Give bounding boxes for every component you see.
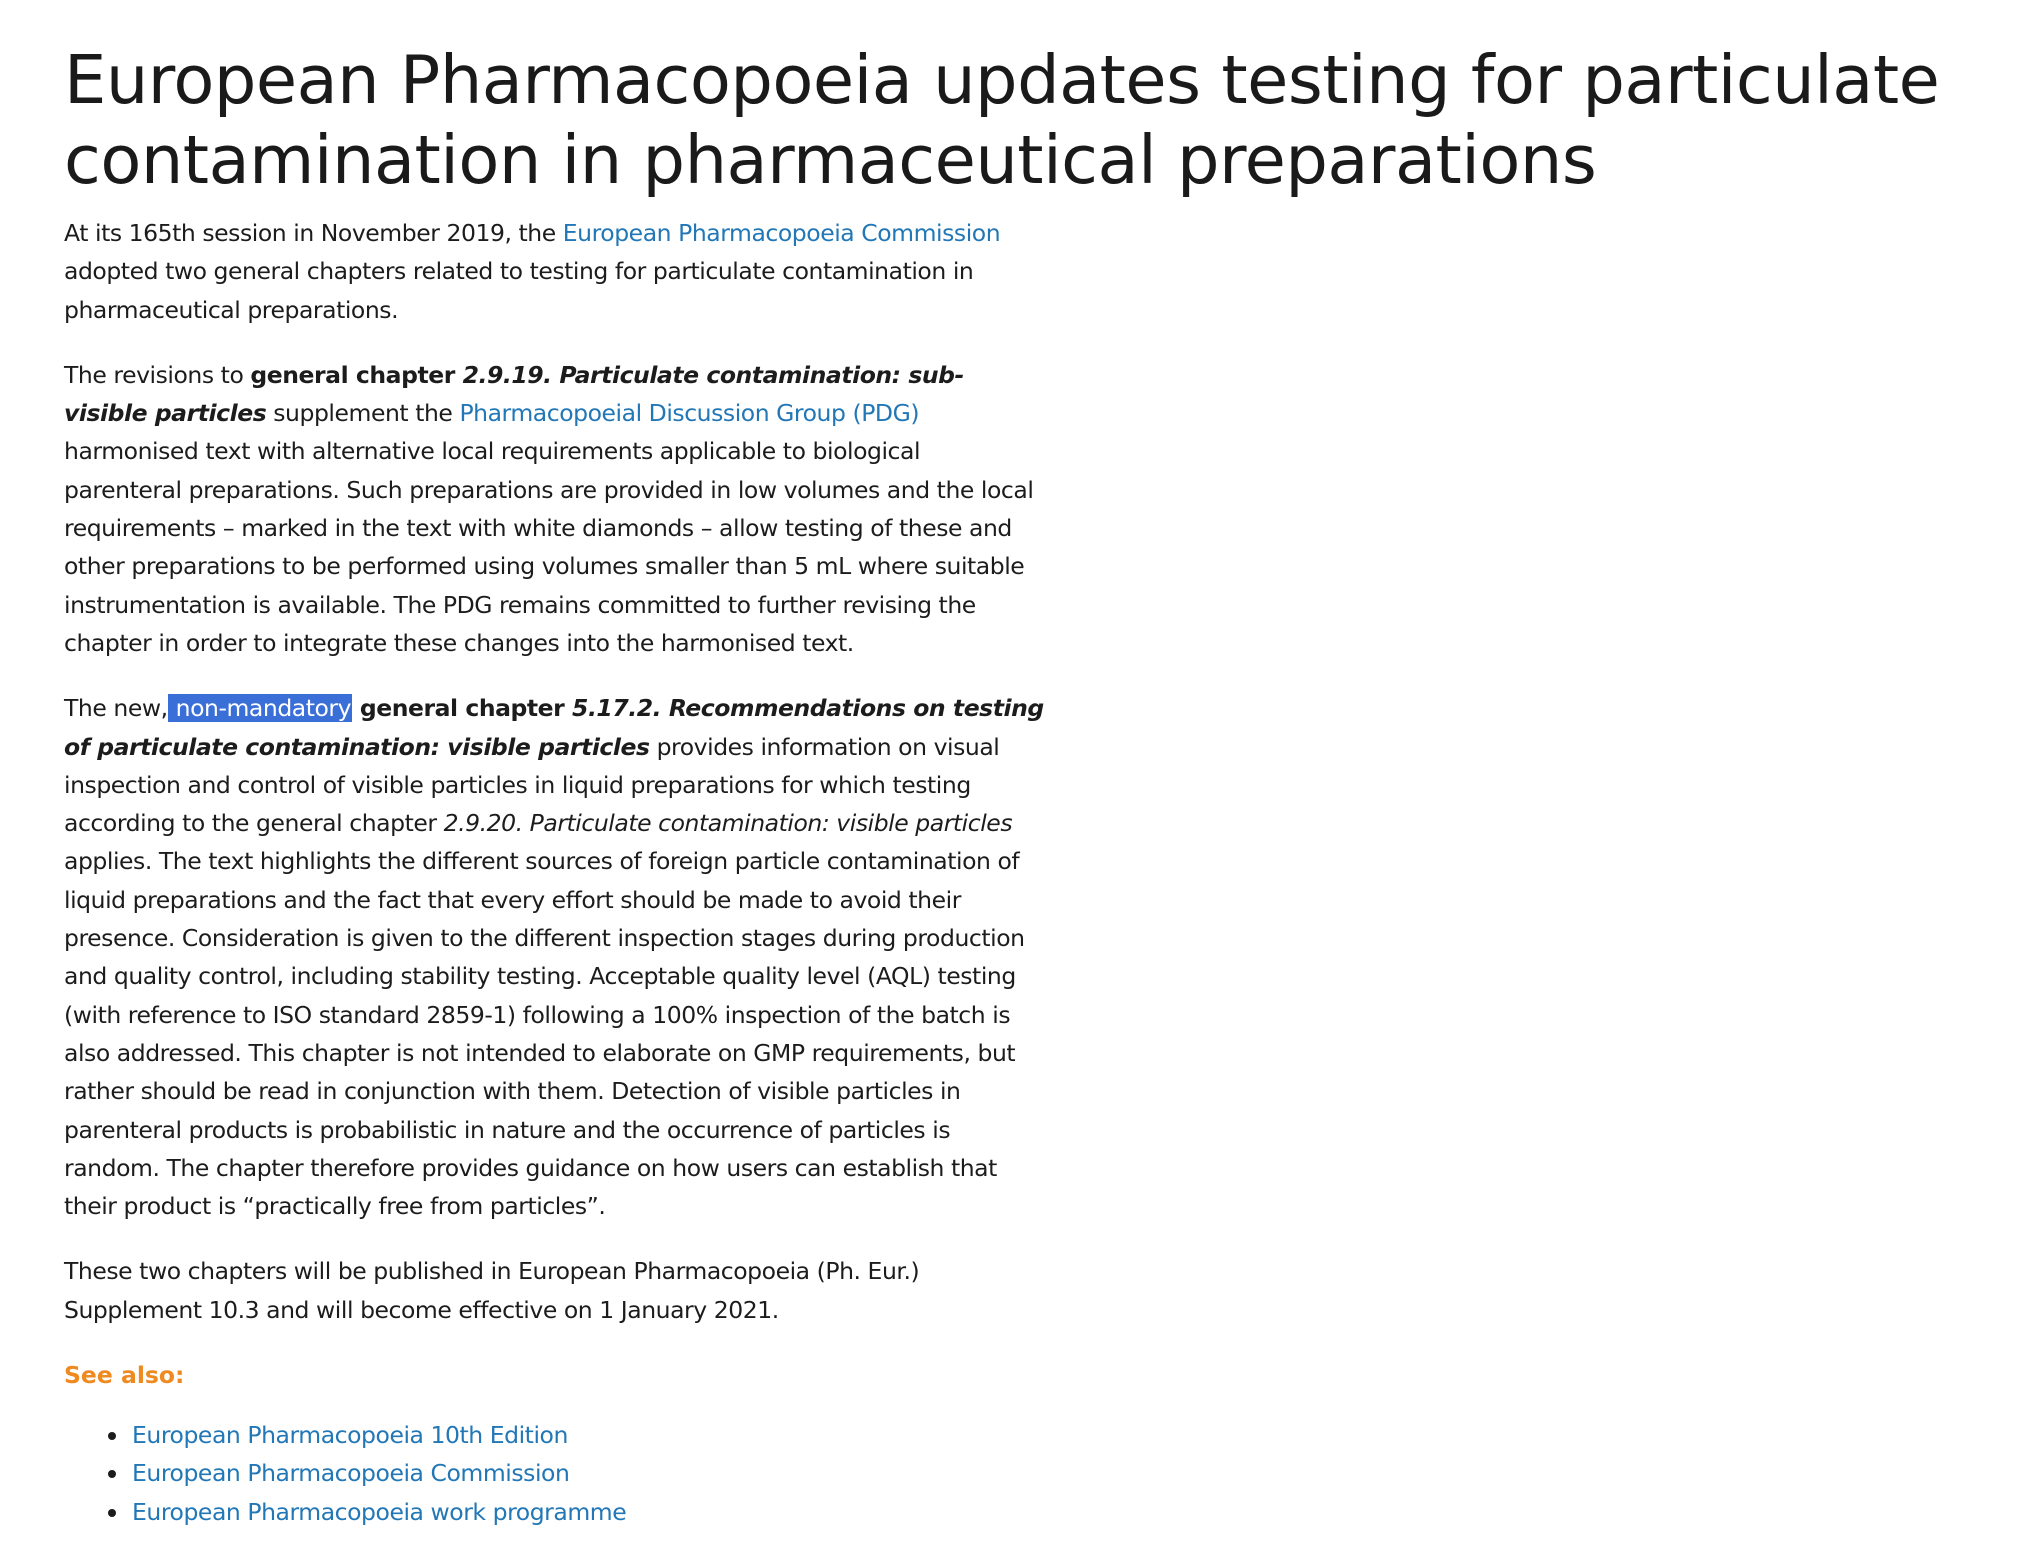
article (64, 40, 1940, 1531)
new-chapter-paragraph (64, 689, 1044, 1225)
page-title: European Pharmacopoeia updates testing for particulate contamination in pharmaceutical preparations (64, 41, 1940, 199)
see-also-heading: See also: (64, 1361, 185, 1390)
bullet-icon (108, 1432, 116, 1440)
revisions-text-start: The revisions to (64, 360, 251, 389)
ph-eur-commission-link[interactable]: European Pharmacopoeia Commission (562, 219, 1001, 247)
intro-text-start: At its 165th session in November 2019, the (64, 219, 563, 247)
see-also-link-work-programme[interactable]: European Pharmacopoeia work programme (132, 1497, 627, 1526)
list-item (132, 1454, 1064, 1492)
revisions-paragraph (64, 356, 1044, 662)
chapter-label: general chapter (352, 694, 573, 723)
intro-text-end: adopted two general chapters related to testing for particulate contamination in pharmaceutical preparations. (64, 257, 974, 324)
list-item (132, 1493, 1064, 1531)
chapter-label: general chapter (250, 360, 463, 389)
chapter-5-17-2-title: 5.17.2. Recommendations on testing of particulate contamination: visible particles (64, 694, 1044, 761)
see-also-link-commission[interactable]: European Pharmacopoeia Commission (132, 1459, 570, 1488)
list-item (132, 1416, 1064, 1454)
chapter-2-9-19-title: 2.9.19. Particulate contamination: sub-visible particles (64, 360, 964, 428)
revisions-text-mid: supplement the (266, 399, 460, 428)
selected-text-highlight[interactable]: non-mandatory (168, 694, 352, 723)
see-also-list (64, 1416, 1064, 1531)
new-chapter-text-mid: provides information on visual inspection and control of visible particles in liquid preparations for which testing according to the general chapter (64, 732, 1000, 838)
bullet-icon (108, 1509, 116, 1517)
new-chapter-text-start: The new, (64, 694, 168, 723)
see-also-link-10th-edition[interactable]: European Pharmacopoeia 10th Edition (132, 1421, 568, 1450)
intro-paragraph (64, 214, 1044, 329)
new-chapter-text-end: applies. The text highlights the different sources of foreign particle contamination of liquid preparations and the fact that every effort should be made to avoid their presence. Consideration is given to the different inspection stages during production and quality control, including stability testing. Acceptable quality level (AQL) testing (with reference to ISO standard 2859-1) following a 100% inspection of the batch is also addressed. This chapter is not intended to elaborate on GMP requirements, but rather should be read in conjunction with them. Detection of visible particles in parenteral products is probabilistic in nature and the occurrence of particles is random. The chapter therefore provides guidance on how users can establish that their product is “practically free from particles”. (64, 847, 1025, 1221)
publication-paragraph: These two chapters will be published in European Pharmacopoeia (Ph. Eur.) Supplement 10.3 and will become effective on 1 January 2021. (64, 1257, 920, 1324)
chapter-2-9-20-title: 2.9.20. Particulate contamination: visible particles (443, 809, 1013, 838)
revisions-text-end: harmonised text with alternative local requirements applicable to biological parenteral preparations. Such preparations are provided in low volumes and the local requirements – marked in the text with white diamonds – allow testing of these and other preparations to be performed using volumes smaller than 5 mL where suitable instrumentation is available. The PDG remains committed to further revising the chapter in order to integrate these changes into the harmonised text. (64, 437, 1034, 657)
pdg-link[interactable]: Pharmacopoeial Discussion Group (PDG) (459, 399, 920, 428)
bullet-icon (108, 1470, 116, 1478)
